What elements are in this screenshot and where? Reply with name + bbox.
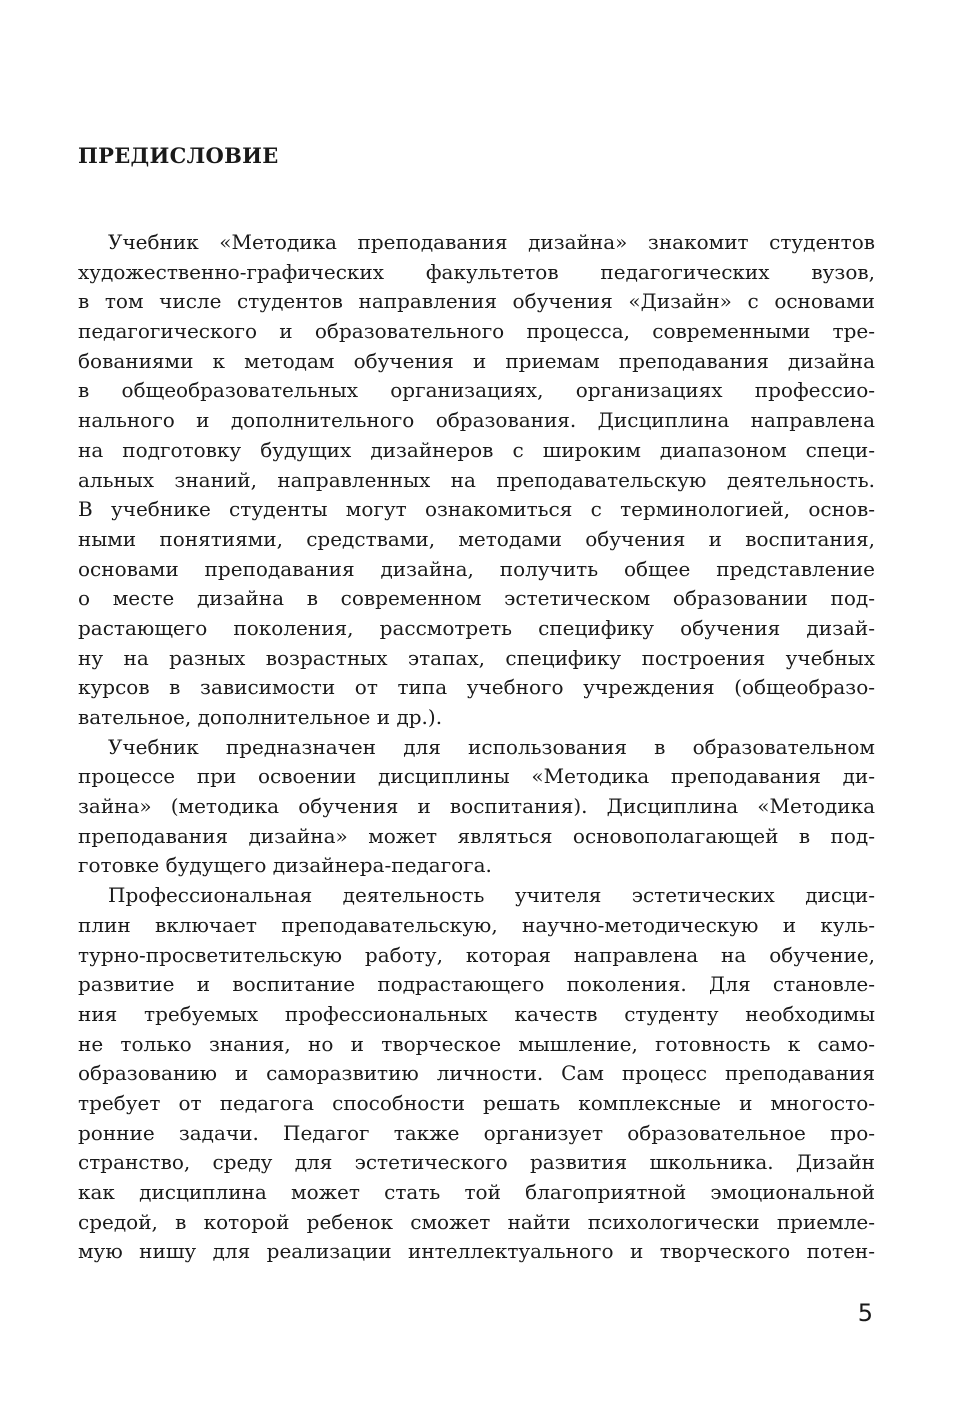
- body-text: [78, 228, 875, 1267]
- text-line: в том числе студентов направления обучения «Дизайн» с основами: [78, 289, 875, 314]
- text-line: педагогического и образовательного процесса, современными тре-: [78, 319, 875, 344]
- text-line: вательное, дополнительное и др.).: [78, 705, 443, 729]
- text-line: курсов в зависимости от типа учебного учреждения (общеобразо-: [78, 675, 875, 700]
- text-line: как дисциплина может стать той благоприятной эмоциональной: [78, 1180, 875, 1204]
- text-line: Профессиональная деятельность учителя эстетических дисци-: [108, 883, 875, 908]
- text-line: ронние задачи. Педагог также организует образовательное про-: [78, 1120, 875, 1145]
- text-line: на подготовку будущих дизайнеров с широким диапазоном специ-: [78, 437, 875, 462]
- text-line: бованиями к методам обучения и приемам преподавания дизайна: [78, 348, 875, 373]
- text-line: плин включает преподавательскую, научно-методическую и куль-: [78, 912, 875, 937]
- page-number: 5: [857, 1299, 873, 1327]
- text-line: турно-просветительскую работу, которая направлена на обучение,: [78, 942, 875, 967]
- text-line: готовке будущего дизайнера-педагога.: [78, 853, 492, 878]
- text-line: процессе при освоении дисциплины «Методика преподавания ди-: [78, 764, 875, 789]
- text-line: требует от педагога способности решать комплексные и многосто-: [78, 1090, 875, 1115]
- text-line: растающего поколения, рассмотреть специфику обучения дизай-: [78, 615, 875, 640]
- text-line: о месте дизайна в современном эстетическом образовании под-: [78, 586, 875, 611]
- text-line: развитие и воспитание подрастающего поколения. Для становле-: [78, 972, 875, 997]
- text-line: мую нишу для реализации интеллектуального и творческого потен-: [78, 1239, 875, 1264]
- text-line: нального и дополнительного образования. Дисциплина направлена: [78, 408, 875, 433]
- text-line: Учебник предназначен для использования в образовательном: [108, 734, 875, 759]
- text-line: ными понятиями, средствами, методами обучения и воспитания,: [78, 526, 875, 551]
- text-line: В учебнике студенты могут ознакомиться с терминологией, основ-: [78, 497, 875, 522]
- text-line: Учебник «Методика преподавания дизайна» знакомит студентов: [108, 230, 875, 254]
- text-line: образованию и саморазвитию личности. Сам процесс преподавания: [78, 1061, 875, 1086]
- text-line: зайна» (методика обучения и воспитания). Дисциплина «Методика: [78, 794, 875, 819]
- text-line: основами преподавания дизайна, получить общее представление: [78, 556, 875, 581]
- text-line: ния требуемых профессиональных качеств студенту необходимы: [78, 1001, 875, 1026]
- text-line: средой, в которой ребенок сможет найти психологически приемле-: [78, 1209, 875, 1234]
- text-line: не только знания, но и творческое мышление, готовность к само-: [78, 1031, 875, 1056]
- text-line: альных знаний, направленных на преподавательскую деятельность.: [78, 467, 875, 492]
- text-line: странство, среду для эстетического развития школьника. Дизайн: [78, 1150, 875, 1175]
- page-title: ПРЕДИСЛОВИЕ: [78, 143, 279, 168]
- text-line: художественно-графических факультетов педагогических вузов,: [78, 259, 875, 284]
- text-line: в общеобразовательных организациях, организациях профессио-: [78, 378, 875, 403]
- text-line: преподавания дизайна» может являться основополагающей в под-: [78, 823, 875, 848]
- text-line: ну на разных возрастных этапах, специфику построения учебных: [78, 645, 875, 670]
